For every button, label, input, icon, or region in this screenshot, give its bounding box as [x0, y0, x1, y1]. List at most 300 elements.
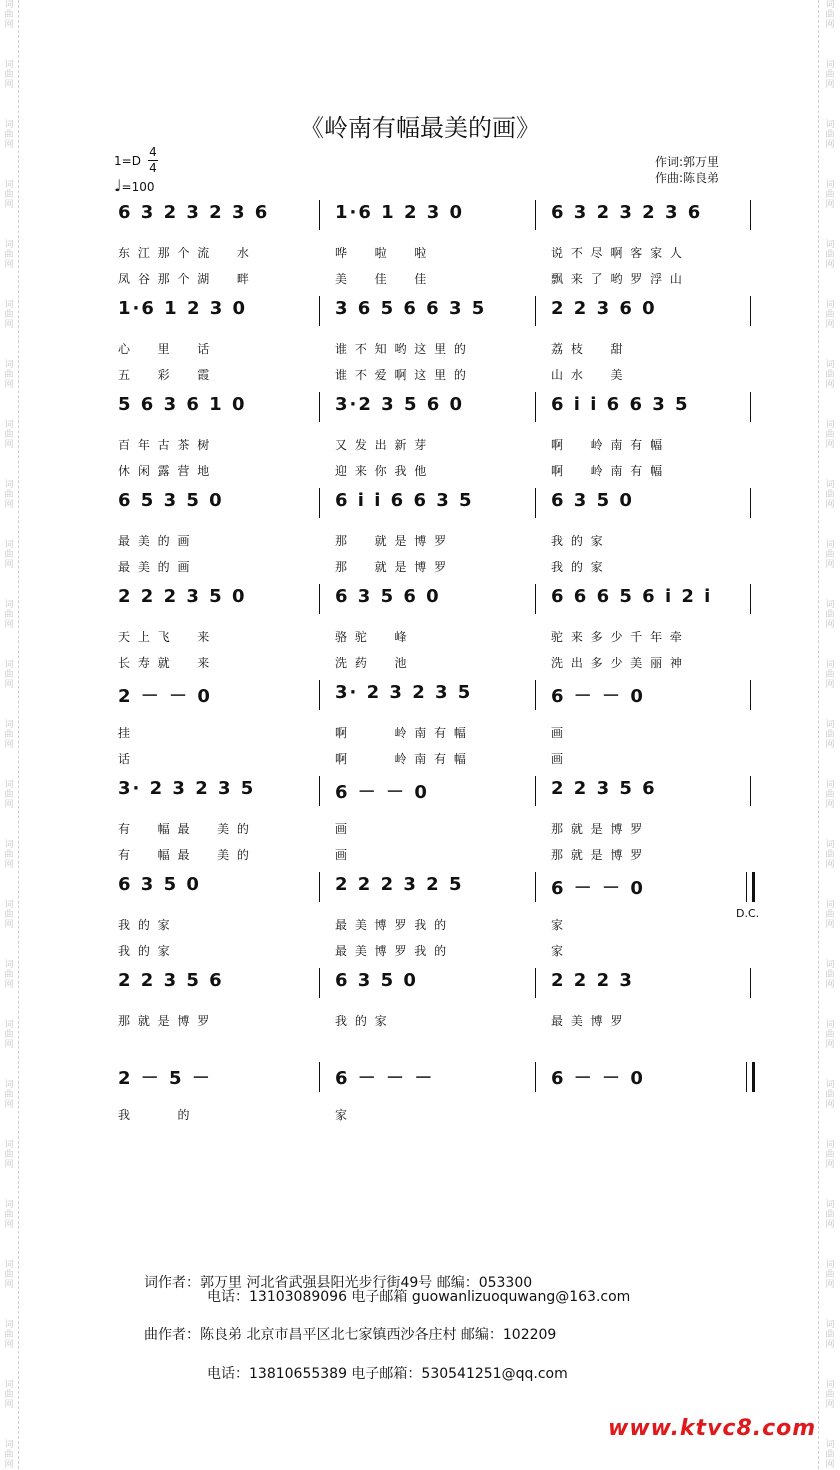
watermark-char: 曲: [825, 910, 835, 920]
watermark-mark: [2, 540, 16, 570]
watermark-char: 词: [4, 780, 14, 790]
watermark-char: 词: [4, 1320, 14, 1330]
time-signature: [148, 146, 158, 175]
watermark-mark: [2, 780, 16, 810]
watermark-mark: [2, 360, 16, 390]
watermark-char: 网: [4, 140, 14, 150]
quarter-note-icon: ♩: [114, 176, 122, 195]
watermark-char: 词: [825, 900, 835, 910]
watermark-mark: [2, 1080, 16, 1110]
watermark-char: 网: [4, 1160, 14, 1170]
lyric-verse-1: 说 不 尽 啊 客 家 人: [551, 246, 684, 260]
watermark-char: 词: [4, 180, 14, 190]
watermark-char: 词: [825, 1260, 835, 1270]
watermark-mark: [823, 780, 837, 810]
watermark-mark: [2, 1140, 16, 1170]
barline: [535, 776, 536, 806]
watermark-char: 词: [4, 1440, 14, 1450]
lyric-verse-1: 最 美 的 画: [118, 534, 192, 548]
watermark-char: 曲: [4, 670, 14, 680]
watermark-char: 网: [4, 440, 14, 450]
tempo-value: =100: [121, 180, 155, 194]
watermark-mark: [823, 60, 837, 90]
measure: 1·6 1 2 3 0: [118, 298, 248, 319]
watermark-char: 曲: [825, 310, 835, 320]
watermark-char: 曲: [825, 190, 835, 200]
watermark-char: 曲: [4, 10, 14, 20]
watermark-char: 网: [825, 620, 835, 630]
watermark-mark: [2, 0, 16, 30]
lyric-verse-1: 家: [335, 1108, 350, 1122]
barline: [535, 296, 536, 326]
measure: 6 － － 0: [551, 686, 645, 707]
watermark-char: 词: [825, 300, 835, 310]
lyric-verse-2: 啊 岭 南 有 幅: [551, 464, 665, 478]
watermark-char: 曲: [825, 1270, 835, 1280]
watermark-char: 词: [4, 1200, 14, 1210]
lyricist-contact-phone-text: 电话：13103089096 电子邮箱 guowanlizuoquwang@163.com: [207, 1289, 631, 1305]
final-barline: [746, 872, 755, 902]
watermark-char: 词: [4, 660, 14, 670]
lyric-verse-1: 东 江 那 个 流 水: [118, 246, 251, 260]
watermark-char: 网: [825, 260, 835, 270]
watermark-char: 网: [825, 560, 835, 570]
watermark-char: 曲: [825, 1450, 835, 1460]
measure: 2 － 5 －: [118, 1068, 212, 1089]
watermark-mark: [2, 240, 16, 270]
measure: 3· 2 3 2 3 5: [118, 778, 256, 799]
watermark-char: 曲: [4, 370, 14, 380]
watermark-char: 曲: [4, 1150, 14, 1160]
watermark-char: 曲: [825, 850, 835, 860]
watermark-mark: [823, 480, 837, 510]
lyric-verse-2: 那 就 是 博 罗: [335, 560, 449, 574]
measure: 2 2 3 5 6: [551, 778, 657, 799]
watermark-char: 曲: [4, 850, 14, 860]
site-logo: www.ktvc8.com: [608, 1416, 817, 1441]
watermark-mark: [823, 240, 837, 270]
watermark-char: 曲: [4, 490, 14, 500]
measure: 6 3 5 0: [551, 490, 634, 511]
watermark-char: 曲: [825, 970, 835, 980]
watermark-char: 词: [4, 540, 14, 550]
lyric-verse-2: 那 就 是 博 罗: [551, 848, 645, 862]
measure: 6 i i 6 6 3 5: [335, 490, 474, 511]
watermark-mark: [2, 420, 16, 450]
barline: [535, 584, 536, 614]
watermark-char: 曲: [825, 1150, 835, 1160]
barline: [750, 680, 751, 710]
watermark-mark: [2, 480, 16, 510]
lyric-verse-1: 有 幅 最 美 的: [118, 822, 251, 836]
watermark-char: 网: [825, 80, 835, 90]
watermark-char: 网: [825, 800, 835, 810]
watermark-char: 词: [825, 180, 835, 190]
measure: 2 2 2 3 2 5: [335, 874, 464, 895]
watermark-char: 曲: [4, 1330, 14, 1340]
watermark-char: 曲: [4, 550, 14, 560]
watermark-char: 词: [4, 480, 14, 490]
watermark-char: 网: [4, 680, 14, 690]
watermark-mark: [823, 720, 837, 750]
watermark-char: 网: [4, 1280, 14, 1290]
barline: [319, 1062, 320, 1092]
watermark-char: 词: [825, 120, 835, 130]
watermark-mark: [823, 900, 837, 930]
watermark-char: 曲: [4, 610, 14, 620]
lyric-verse-1: 那 就 是 博 罗: [118, 1014, 212, 1028]
watermark-char: 网: [825, 860, 835, 870]
lyric-verse-2: 有 幅 最 美 的: [118, 848, 251, 862]
watermark-char: 网: [4, 860, 14, 870]
watermark-char: 词: [825, 1440, 835, 1450]
watermark-char: 网: [825, 1460, 835, 1470]
watermark-char: 词: [825, 840, 835, 850]
lyric-verse-1: 荔 枝 甜: [551, 342, 625, 356]
lyric-verse-2: 家: [551, 944, 566, 958]
watermark-char: 曲: [4, 1450, 14, 1460]
tempo-marking: [114, 176, 155, 195]
barline: [319, 392, 320, 422]
lyric-verse-2: 五 彩 霞: [118, 368, 212, 382]
watermark-char: 网: [825, 200, 835, 210]
lyricist-contact-address: 词作者：郭万里 河北省武强县阳光步行街49号 邮编：053300: [144, 1275, 533, 1291]
barline: [750, 200, 751, 230]
measure: 2 2 2 3: [551, 970, 634, 991]
watermark-char: 词: [825, 360, 835, 370]
watermark-char: 词: [825, 1020, 835, 1030]
watermark-char: 网: [4, 1040, 14, 1050]
watermark-char: 网: [825, 920, 835, 930]
lyric-verse-1: 那 就 是 博 罗: [551, 822, 645, 836]
watermark-char: 词: [4, 840, 14, 850]
watermark-char: 词: [4, 240, 14, 250]
watermark-char: 曲: [4, 1030, 14, 1040]
watermark-char: 网: [4, 620, 14, 630]
watermark-mark: [2, 1260, 16, 1290]
watermark-mark: [823, 960, 837, 990]
watermark-char: 词: [4, 300, 14, 310]
final-barline: [746, 1062, 755, 1092]
measure: 6 3 5 6 0: [335, 586, 441, 607]
lyric-verse-1: 骆 驼 峰: [335, 630, 409, 644]
lyric-verse-1: 我 的: [118, 1108, 192, 1122]
measure: 6 － － 0: [335, 782, 429, 803]
watermark-char: 网: [4, 740, 14, 750]
watermark-char: 词: [4, 960, 14, 970]
watermark-char: 词: [4, 1140, 14, 1150]
watermark-char: 曲: [825, 250, 835, 260]
watermark-mark: [2, 900, 16, 930]
lyric-verse-2: 画: [551, 752, 566, 766]
lyric-verse-1: 画: [335, 822, 350, 836]
watermark-char: 曲: [4, 70, 14, 80]
measure: 6 6 6 5 6 i 2 i: [551, 586, 713, 607]
watermark-char: 曲: [4, 430, 14, 440]
lyric-verse-2: 最 美 博 罗 我 的: [335, 944, 449, 958]
barline: [319, 200, 320, 230]
watermark-char: 网: [4, 380, 14, 390]
watermark-char: 词: [4, 1260, 14, 1270]
watermark-mark: [823, 1260, 837, 1290]
watermark-char: 网: [825, 20, 835, 30]
watermark-char: 词: [825, 1080, 835, 1090]
watermark-char: 网: [4, 980, 14, 990]
barline: [319, 296, 320, 326]
barline: [535, 1062, 536, 1092]
right-margin-line: [818, 0, 819, 1469]
watermark-char: 词: [825, 240, 835, 250]
watermark-mark: [823, 1020, 837, 1050]
watermark-char: 词: [4, 900, 14, 910]
watermark-char: 词: [4, 420, 14, 430]
watermark-char: 曲: [825, 10, 835, 20]
watermark-mark: [823, 420, 837, 450]
watermark-char: 词: [825, 480, 835, 490]
lyric-verse-2: 休 闲 露 营 地: [118, 464, 212, 478]
barline: [319, 872, 320, 902]
watermark-char: 词: [4, 360, 14, 370]
watermark-char: 网: [4, 560, 14, 570]
watermark-char: 网: [4, 500, 14, 510]
watermark-mark: [823, 540, 837, 570]
watermark-mark: [823, 1440, 837, 1470]
watermark-char: 网: [4, 320, 14, 330]
watermark-mark: [2, 60, 16, 90]
watermark-mark: [823, 1320, 837, 1350]
watermark-char: 词: [825, 780, 835, 790]
watermark-char: 词: [825, 60, 835, 70]
lyric-verse-1: 我 的 家: [335, 1014, 389, 1028]
measure: 1·6 1 2 3 0: [335, 202, 465, 223]
watermark-mark: [823, 840, 837, 870]
lyric-verse-1: 家: [551, 918, 566, 932]
watermark-char: 网: [825, 740, 835, 750]
composer-credit: 作曲:陈良弟: [655, 171, 720, 185]
key-signature: 1=D: [114, 154, 141, 168]
lyric-verse-2: 长 寿 就 来: [118, 656, 212, 670]
watermark-mark: [823, 1200, 837, 1230]
watermark-char: 曲: [825, 1390, 835, 1400]
watermark-mark: [823, 0, 837, 30]
watermark-char: 曲: [4, 970, 14, 980]
measure: 6 3 2 3 2 3 6: [118, 202, 270, 223]
song-title: 《岭南有幅最美的画》: [300, 114, 540, 142]
lyric-verse-2: 谁 不 爱 啊 这 里 的: [335, 368, 468, 382]
watermark-char: 词: [4, 720, 14, 730]
da-capo-marking: D.C.: [736, 907, 760, 920]
barline: [319, 488, 320, 518]
measure: 2 2 2 3 5 0: [118, 586, 247, 607]
lyric-verse-1: 最 美 博 罗: [551, 1014, 625, 1028]
watermark-mark: [2, 1320, 16, 1350]
watermark-mark: [823, 180, 837, 210]
watermark-char: 网: [825, 1340, 835, 1350]
watermark-char: 曲: [825, 670, 835, 680]
watermark-mark: [2, 180, 16, 210]
watermark-char: 网: [4, 260, 14, 270]
watermark-mark: [2, 660, 16, 690]
measure: 2 2 3 5 6: [118, 970, 224, 991]
watermark-mark: [823, 360, 837, 390]
watermark-char: 词: [825, 1200, 835, 1210]
watermark-char: 网: [825, 980, 835, 990]
lyric-verse-2: 我 的 家: [551, 560, 605, 574]
watermark-char: 网: [4, 920, 14, 930]
barline: [750, 584, 751, 614]
watermark-char: 曲: [825, 370, 835, 380]
watermark-mark: [823, 1080, 837, 1110]
barline: [750, 296, 751, 326]
watermark-char: 曲: [4, 190, 14, 200]
measure: 3 6 5 6 6 3 5: [335, 298, 487, 319]
lyric-verse-1: 我 的 家: [118, 918, 172, 932]
lyric-verse-2: 话: [118, 752, 133, 766]
barline: [750, 392, 751, 422]
watermark-mark: [2, 840, 16, 870]
watermark-char: 网: [825, 140, 835, 150]
lyric-verse-2: 啊 岭 南 有 幅: [335, 752, 468, 766]
watermark-mark: [2, 300, 16, 330]
barline: [535, 488, 536, 518]
watermark-char: 词: [4, 120, 14, 130]
watermark-char: 词: [4, 0, 14, 10]
watermark-char: 网: [4, 80, 14, 90]
watermark-char: 曲: [825, 70, 835, 80]
watermark-mark: [823, 1140, 837, 1170]
watermark-char: 词: [4, 600, 14, 610]
watermark-char: 网: [825, 1280, 835, 1290]
watermark-char: 曲: [825, 130, 835, 140]
lyric-verse-2: 山 水 美: [551, 368, 625, 382]
lyric-verse-1: 心 里 话: [118, 342, 212, 356]
watermark-char: 词: [825, 420, 835, 430]
lyric-verse-2: 我 的 家: [118, 944, 172, 958]
watermark-char: 曲: [4, 790, 14, 800]
watermark-char: 词: [825, 1320, 835, 1330]
lyric-verse-1: 百 年 古 茶 树: [118, 438, 212, 452]
watermark-char: 词: [825, 540, 835, 550]
left-margin-line: [18, 0, 19, 1469]
watermark-char: 词: [825, 1380, 835, 1390]
lyric-verse-1: 谁 不 知 哟 这 里 的: [335, 342, 468, 356]
watermark-char: 曲: [825, 730, 835, 740]
measure: 2 － － 0: [118, 686, 212, 707]
lyric-verse-1: 驼 来 多 少 千 年 牵: [551, 630, 684, 644]
watermark-char: 网: [4, 20, 14, 30]
time-signature-bottom: 4: [149, 161, 157, 175]
watermark-char: 词: [825, 0, 835, 10]
watermark-mark: [823, 300, 837, 330]
watermark-char: 曲: [825, 1090, 835, 1100]
barline: [535, 200, 536, 230]
watermark-char: 网: [4, 1100, 14, 1110]
watermark-char: 曲: [825, 1330, 835, 1340]
lyric-verse-1: 又 发 出 新 芽: [335, 438, 429, 452]
watermark-char: 曲: [825, 550, 835, 560]
watermark-char: 曲: [825, 610, 835, 620]
lyric-verse-2: 洗 出 多 少 美 丽 神: [551, 656, 684, 670]
lyric-verse-1: 我 的 家: [551, 534, 605, 548]
watermark-char: 网: [825, 1400, 835, 1410]
watermark-mark: [2, 1440, 16, 1470]
lyric-verse-2: 洗 药 池: [335, 656, 409, 670]
watermark-char: 曲: [4, 1090, 14, 1100]
measure: 6 － － 0: [551, 1068, 645, 1089]
lyric-verse-2: 最 美 的 画: [118, 560, 192, 574]
watermark-char: 网: [825, 1220, 835, 1230]
watermark-char: 网: [825, 380, 835, 390]
watermark-char: 网: [825, 500, 835, 510]
barline: [535, 680, 536, 710]
composer-contact-phone: 电话：13810655389 电子邮箱：530541251@qq.com: [207, 1366, 568, 1382]
lyric-verse-1: 啊 岭 南 有 幅: [335, 726, 468, 740]
watermark-char: 词: [825, 960, 835, 970]
barline: [319, 776, 320, 806]
watermark-char: 词: [825, 720, 835, 730]
watermark-char: 词: [4, 1380, 14, 1390]
lyric-verse-1: 哗 啦 啦: [335, 246, 429, 260]
lyric-verse-2: 画: [335, 848, 350, 862]
watermark-char: 词: [825, 600, 835, 610]
watermark-char: 网: [825, 1100, 835, 1110]
watermark-char: 网: [825, 440, 835, 450]
barline: [319, 584, 320, 614]
measure: 6 － － －: [335, 1068, 435, 1089]
barline: [535, 968, 536, 998]
watermark-char: 曲: [825, 490, 835, 500]
watermark-mark: [2, 600, 16, 630]
watermark-char: 曲: [825, 790, 835, 800]
lyric-verse-2: 美 佳 佳: [335, 272, 429, 286]
watermark-char: 网: [4, 1400, 14, 1410]
measure: 2 2 3 6 0: [551, 298, 657, 319]
barline: [535, 872, 536, 902]
watermark-char: 词: [4, 1020, 14, 1030]
lyricist-credit: 作词:郭万里: [655, 155, 720, 169]
watermark-char: 网: [825, 1160, 835, 1170]
measure: 6 i i 6 6 3 5: [551, 394, 690, 415]
lyric-verse-1: 挂: [118, 726, 133, 740]
time-signature-top: 4: [149, 145, 157, 159]
lyric-verse-1: 那 就 是 博 罗: [335, 534, 449, 548]
watermark-char: 词: [825, 1140, 835, 1150]
watermark-mark: [2, 960, 16, 990]
watermark-char: 网: [4, 1340, 14, 1350]
watermark-mark: [823, 660, 837, 690]
watermark-char: 曲: [825, 430, 835, 440]
lyric-verse-1: 画: [551, 726, 566, 740]
composer-contact-address: 曲作者：陈良弟 北京市昌平区北七家镇西沙各庄村 邮编：102209: [144, 1327, 557, 1343]
lyric-verse-1: 最 美 博 罗 我 的: [335, 918, 449, 932]
watermark-char: 曲: [4, 910, 14, 920]
watermark-char: 曲: [825, 1210, 835, 1220]
watermark-char: 曲: [4, 130, 14, 140]
lyric-verse-2: 凤 谷 那 个 湖 畔: [118, 272, 251, 286]
watermark-mark: [2, 1020, 16, 1050]
measure: 6 3 2 3 2 3 6: [551, 202, 703, 223]
barline: [535, 392, 536, 422]
watermark-char: 曲: [4, 730, 14, 740]
measure: 6 － － 0: [551, 878, 645, 899]
watermark-char: 网: [825, 1040, 835, 1050]
watermark-char: 网: [4, 200, 14, 210]
watermark-char: 词: [825, 660, 835, 670]
watermark-mark: [2, 1200, 16, 1230]
measure: 3·2 3 5 6 0: [335, 394, 465, 415]
watermark-mark: [823, 600, 837, 630]
barline: [319, 968, 320, 998]
